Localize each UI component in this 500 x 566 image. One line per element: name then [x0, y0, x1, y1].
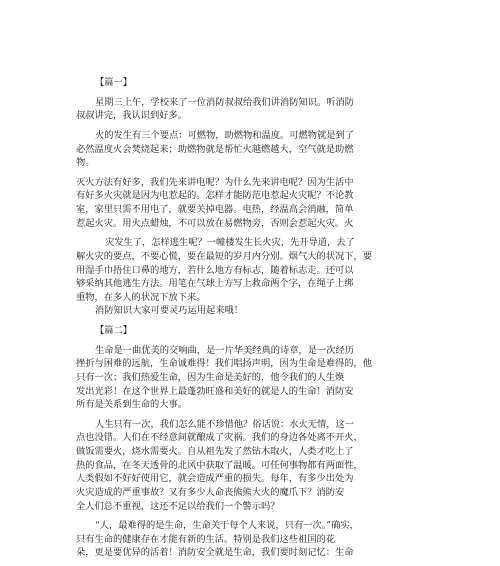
p2-line: 必然温度火会焚烧起来；助燃物就是帮忙火越燃越大，空气就是助燃 [76, 143, 354, 155]
p7-line: “人，最难得的是生命，生命关于每个人来说，只有一次。”确实， [95, 520, 359, 532]
p3-line: 室，家里只需不用电了，就要关掉电器。电热，经温高会消融，简单 [76, 204, 354, 215]
section-heading-1: 【篇一】 [95, 77, 132, 88]
p4-line: 用湿手巾捂住口鼻的地方，若什么地方有标志，随着标志走。还可以 [76, 264, 354, 276]
p7-line: 只有生命的健康存在才能有新的生活。特别是我们这些祖国的花 [76, 533, 335, 545]
p3-line: 灭火方法有好多，我们先来讲电呢？为什么先来讲电呢？因为生活中 [76, 176, 354, 188]
p2-line: 物。 [76, 157, 95, 169]
p4-line: 消防知识大家可要灵巧运用起来哦！ [95, 305, 243, 317]
p6-line: 做饭需要火，烧水需要火。自从祖先发了然钻木取火，人类才吃上了 [76, 446, 354, 457]
p4-line: 灾发生了，怎样逃生呢？一幢楼发生长火灾，先开导道，去了 [105, 237, 355, 249]
p2-line: 火的发生有三个要点：可燃物，助燃物和温度。可燃物就是到了 [95, 129, 354, 141]
p5-line: 挫折与困难的远航，生命诚难得！我们唱扬声明，因为生命是难得的，他 [76, 358, 372, 370]
p3-line: 有好多火灾就是因为电惹起的。怎样才能防范电惹起火灾呢？不论教 [76, 190, 354, 202]
p5-line: 只有一次；我们热爱生命，因为生命是美好的，他令我们的人生焕 [76, 371, 345, 383]
p5-line: 生命是一曲优美的交响曲，是一片华美经典的诗章，是一次经历 [95, 344, 354, 356]
p5-line: 所有是关系到生命的大事。 [76, 399, 187, 411]
p3-line: 惹起火灾。用火点蜡烛，不可以放在易燃物旁，否则会惹起火灾。火 [76, 217, 354, 229]
p6-line: 热的食品，在冬天透骨的北风中获取了温暖。可任何事物都有两面性， [76, 459, 363, 471]
p4-line: 解火灾的要点，不要心慌，要在最短的岁月内分别。烟气大的状况下，要 [76, 250, 372, 262]
p6-line: 火灾造成的严重事故？又有多少人命丧熊熊大火的魔爪下？消防安 [76, 486, 345, 498]
p4-line: 重物，在多人的状况下放下来。 [76, 291, 206, 303]
p4-line: 够采纳其他逃生方法。用笔在气球上方写上救命两个字，在绳子上绑 [76, 278, 354, 290]
p6-line: 点也没错。人们在不经意间就酿成了灾祸。我们的身边各处离不开火， [76, 432, 363, 444]
p1-line: 叔叔讲完，我认识到好多。 [76, 110, 187, 122]
p6-line: 人生只有一次，我们怎么能不珍惜他？俗话说：水火无情，这一 [95, 418, 354, 430]
p1-line: 星期三上午，学校来了一位消防叔叔给我们讲消防知识。听消防 [95, 96, 354, 108]
p6-line: 全人们总不重视，这还不足以给我们一个警示吗？ [76, 500, 280, 512]
section-heading-2: 【篇二】 [95, 325, 132, 336]
p5-line: 发出光彩！在这个世界上最蓬勃旺盛和美好的就是人的生命！消防安 [76, 385, 354, 397]
p7-line: 朵，更是要优异的活着！消防安全就是生命，我们要时刻记忆：生命 [76, 547, 354, 559]
p6-line: 人类假如不好好使用它，就会造成严重的损失。每年，有多少出处为 [76, 473, 354, 485]
